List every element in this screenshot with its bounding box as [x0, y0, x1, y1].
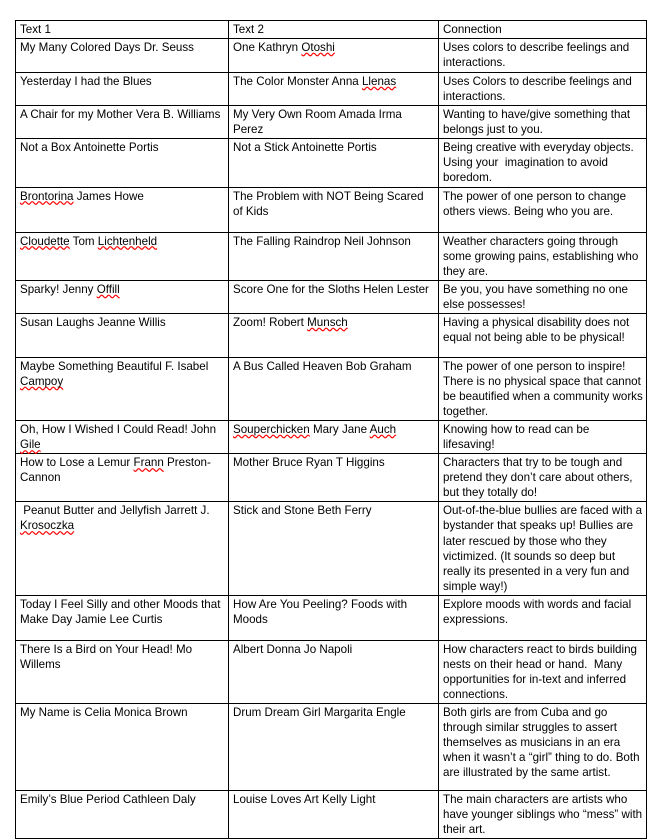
- cell-text1: How to Lose a Lemur Frann Preston-Cannon: [16, 454, 229, 502]
- cell-connection: Characters that try to be tough and pretend they don’t care about others, but they totally do!: [439, 454, 647, 502]
- table-body: [16, 39, 647, 839]
- column-header-text2: [229, 21, 439, 39]
- cell-text1: Yesterday I had the Blues: [16, 73, 229, 106]
- table-row: [16, 39, 647, 73]
- table-row: [16, 106, 647, 139]
- cell-text1: Not a Box Antoinette Portis: [16, 139, 229, 187]
- misspelled-word: Otoshi: [301, 41, 335, 55]
- table-row: [16, 595, 647, 640]
- misspelled-word: Munsch: [307, 315, 348, 329]
- table-row: [16, 232, 647, 280]
- table-row: [16, 280, 647, 313]
- cell-connection: The power of one person to inspire! There is no physical space that cannot be beautified when a community works together.: [439, 357, 647, 420]
- cell-text1: My Many Colored Days Dr. Seuss: [16, 39, 229, 73]
- misspelled-word: Llenas: [361, 75, 397, 89]
- cell-text2: Mother Bruce Ryan T Higgins: [229, 454, 439, 502]
- table-row: [16, 640, 647, 703]
- cell-connection: Uses colors to describe feelings and interactions.: [439, 39, 647, 73]
- cell-connection: Weather characters going through some growing pains, establishing who they are.: [439, 232, 647, 280]
- column-header-text2-label: Text 2: [233, 23, 264, 36]
- cell-text2: A Bus Called Heaven Bob Graham: [229, 357, 439, 420]
- misspelled-word: Frann: [133, 456, 164, 470]
- cell-text2: Score One for the Sloths Helen Lester: [229, 280, 439, 313]
- cell-text1: Today I Feel Silly and other Moods that Make Day Jamie Lee Curtis: [16, 595, 229, 640]
- cell-text1: Cloudette Tom Lichtenheld: [16, 232, 229, 280]
- table-row: [16, 791, 647, 839]
- misspelled-word: Offill: [96, 282, 120, 296]
- cell-connection: The main characters are artists who have younger siblings who “mess” with their art.: [439, 791, 647, 839]
- cell-connection: Knowing how to read can be lifesaving!: [439, 421, 647, 454]
- cell-connection: How characters react to birds building nests on their head or hand. Many opportunities for in-text and inferred connections.: [439, 640, 647, 703]
- cell-connection: The power of one person to change others views. Being who you are.: [439, 187, 647, 232]
- table-row: [16, 73, 647, 106]
- cell-text2: One Kathryn Otoshi: [229, 39, 439, 73]
- table-row: [16, 502, 647, 595]
- table-row: [16, 139, 647, 187]
- table-row: [16, 454, 647, 502]
- cell-text1: Emily’s Blue Period Cathleen Daly: [16, 791, 229, 839]
- cell-connection: Uses Colors to describe feelings and interactions.: [439, 73, 647, 106]
- table-row: [16, 704, 647, 791]
- cell-text2: Stick and Stone Beth Ferry: [229, 502, 439, 595]
- table-row: [16, 313, 647, 357]
- cell-text1: Susan Laughs Jeanne Willis: [16, 313, 229, 357]
- table-row: [16, 421, 647, 454]
- cell-text2: The Color Monster Anna Llenas: [229, 73, 439, 106]
- cell-text1: My Name is Celia Monica Brown: [16, 704, 229, 791]
- cell-text1: A Chair for my Mother Vera B. Williams: [16, 106, 229, 139]
- cell-text2: Souperchicken Mary Jane Auch: [229, 421, 439, 454]
- misspelled-word: Brontorina: [20, 189, 74, 203]
- misspelled-word: Gile: [20, 438, 41, 452]
- cell-text2: How Are You Peeling? Foods with Moods: [229, 595, 439, 640]
- cell-text2: Zoom! Robert Munsch: [229, 313, 439, 357]
- column-header-text1: [16, 21, 229, 39]
- misspelled-word: Cloudette: [20, 234, 70, 248]
- cell-text1: There Is a Bird on Your Head! Mo Willems: [16, 640, 229, 703]
- text-pairings-table: [15, 20, 647, 839]
- cell-text2: Drum Dream Girl Margarita Engle: [229, 704, 439, 791]
- column-header-connection: [439, 21, 647, 39]
- cell-connection: Be you, you have something no one else possesses!: [439, 280, 647, 313]
- table-row: [16, 187, 647, 232]
- cell-connection: Wanting to have/give something that belongs just to you.: [439, 106, 647, 139]
- cell-connection: Out-of-the-blue bullies are faced with a bystander that speaks up! Bullies are later rescued by those who they victimized. (It sounds so deep but really its presented in a very fun and simple way!): [439, 502, 647, 595]
- cell-connection: Explore moods with words and facial expressions.: [439, 595, 647, 640]
- column-header-connection-label: Connection: [443, 23, 502, 36]
- cell-text2: Louise Loves Art Kelly Light: [229, 791, 439, 839]
- cell-connection: Having a physical disability does not equal not being able to be physical!: [439, 313, 647, 357]
- cell-text1: Brontorina James Howe: [16, 187, 229, 232]
- misspelled-word: Lichtenheld: [97, 234, 158, 248]
- column-header-text1-label: Text 1: [20, 23, 51, 36]
- table-header: [16, 21, 647, 39]
- cell-text1: Maybe Something Beautiful F. Isabel Campoy: [16, 357, 229, 420]
- cell-text2: The Problem with NOT Being Scared of Kids: [229, 187, 439, 232]
- cell-connection: Being creative with everyday objects. Using your imagination to avoid boredom.: [439, 139, 647, 187]
- cell-text2: Albert Donna Jo Napoli: [229, 640, 439, 703]
- cell-text2: The Falling Raindrop Neil Johnson: [229, 232, 439, 280]
- cell-text1: Oh, How I Wished I Could Read! John Gile: [16, 421, 229, 454]
- cell-text1: Peanut Butter and Jellyfish Jarrett J. Krosoczka: [16, 502, 229, 595]
- table-header-row: [16, 21, 647, 39]
- cell-connection: Both girls are from Cuba and go through similar struggles to assert themselves as musicians in an era when it wasn’t a “girl” thing to do. Both are illustrated by the same artist.: [439, 704, 647, 791]
- table-row: [16, 357, 647, 420]
- cell-text2: Not a Stick Antoinette Portis: [229, 139, 439, 187]
- misspelled-word: Krosoczka: [20, 519, 75, 533]
- misspelled-word: Campoy: [20, 374, 64, 388]
- misspelled-word: Auch: [369, 423, 397, 437]
- cell-text2: My Very Own Room Amada Irma Perez: [229, 106, 439, 139]
- misspelled-word: Souperchicken: [233, 423, 310, 437]
- cell-text1: Sparky! Jenny Offill: [16, 280, 229, 313]
